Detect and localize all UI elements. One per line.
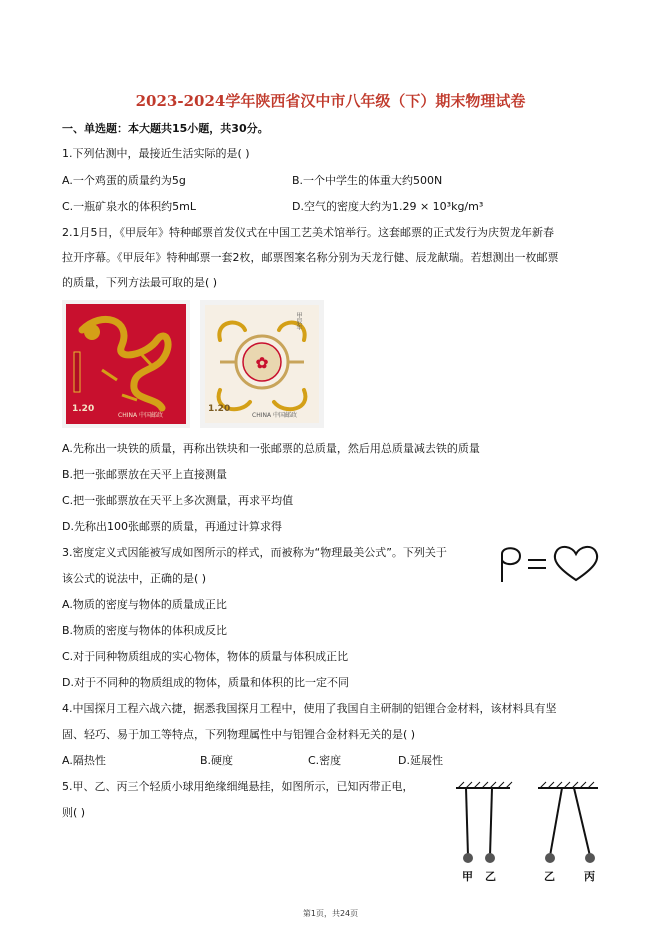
q1-option-a: A.一个鸡蛋的质量约为5g <box>62 174 186 187</box>
page-title: 2023-2024学年陕西省汉中市八年级（下）期末物理试卷 <box>135 92 526 110</box>
ball-label-jia: 甲 <box>462 870 473 883</box>
q2-option-b: B.把一张邮票放在天平上直接测量 <box>62 468 228 481</box>
stamp2-year: 甲辰年 <box>295 312 302 330</box>
q4-option-a: A.隔热性 <box>62 754 106 767</box>
stamp2-value: 1.20 <box>208 404 231 414</box>
q4-option-d: D.延展性 <box>398 754 443 767</box>
q5-line-2: 则( ) <box>62 806 86 819</box>
q2-line-1: 2.1月5日，《甲辰年》特种邮票首发仪式在中国工艺美术馆举行。这套邮票的正式发行为庆贺龙年新春 <box>62 226 554 239</box>
q3-option-b: B.物质的密度与物体的体积成反比 <box>62 624 228 637</box>
q3-option-c: C.对于同种物质组成的实心物体，物体的质量与体积成正比 <box>62 650 349 663</box>
q1-option-b: B.一个中学生的体重大约500N <box>292 174 443 187</box>
q3-line-2: 该公式的说法中，正确的是( ) <box>62 572 207 585</box>
page-footer: 第1页，共24页 <box>302 909 359 918</box>
q1-option-c: C.一瓶矿泉水的体积约5mL <box>62 200 197 213</box>
svg-text:✿: ✿ <box>255 354 269 372</box>
q4-line-1: 4.中国探月工程六战六捷，据悉我国探月工程中，使用了我国自主研制的铝锂合金材料，该材料具有坚 <box>62 702 557 715</box>
section-heading: 一、单选题：本大题共15小题，共30分。 <box>62 122 269 135</box>
ball-label-yi-left: 乙 <box>485 870 496 883</box>
q2-line-2: 拉开序幕。《甲辰年》特种邮票一套2枚，邮票图案名称分别为天龙行健、辰龙献瑞。若想测出一枚邮票 <box>62 251 559 264</box>
q4-option-c: C.密度 <box>308 754 342 767</box>
ball-label-bing: 丙 <box>584 870 595 883</box>
ball-label-yi-right: 乙 <box>544 870 555 883</box>
q3-line-1: 3.密度定义式因能被写成如图所示的样式，而被称为“物理最美公式”。下列关于 <box>62 546 447 559</box>
stamp-dragon-red <box>62 300 190 428</box>
q1-stem: 1.下列估测中，最接近生活实际的是( ) <box>62 147 250 160</box>
q2-option-a: A.先称出一块铁的质量，再称出铁块和一张邮票的总质量，然后用总质量减去铁的质量 <box>62 442 480 455</box>
q1-option-d: D.空气的密度大约为1.29 × 10³kg/m³ <box>292 200 484 213</box>
q2-option-c: C.把一张邮票放在天平上多次测量，再求平均值 <box>62 494 294 507</box>
q3-option-a: A.物质的密度与物体的质量成正比 <box>62 598 227 611</box>
q3-option-d: D.对于不同种的物质组成的物体，质量和体积的比一定不同 <box>62 676 349 689</box>
q4-option-b: B.硬度 <box>200 754 234 767</box>
q2-line-3: 的质量，下列方法最可取的是( ) <box>62 276 218 289</box>
q5-line-1: 5.甲、乙、丙三个轻质小球用绝缘细绳悬挂，如图所示，已知丙带正电， <box>62 780 414 793</box>
density-heart-formula <box>496 542 606 586</box>
stamp2-country: CHINA 中国邮政 <box>252 412 297 419</box>
q2-option-d: D.先称出100张邮票的质量，再通过计算求得 <box>62 520 282 533</box>
q4-line-2: 固、轻巧、易于加工等特点，下列物理属性中与铝锂合金材料无关的是( ) <box>62 728 416 741</box>
stamp-dragon-white <box>200 300 324 428</box>
stamp1-country: CHINA 中国邮政 <box>118 412 163 419</box>
charged-balls-figure <box>452 778 602 868</box>
stamp1-value: 1.20 <box>72 404 95 414</box>
